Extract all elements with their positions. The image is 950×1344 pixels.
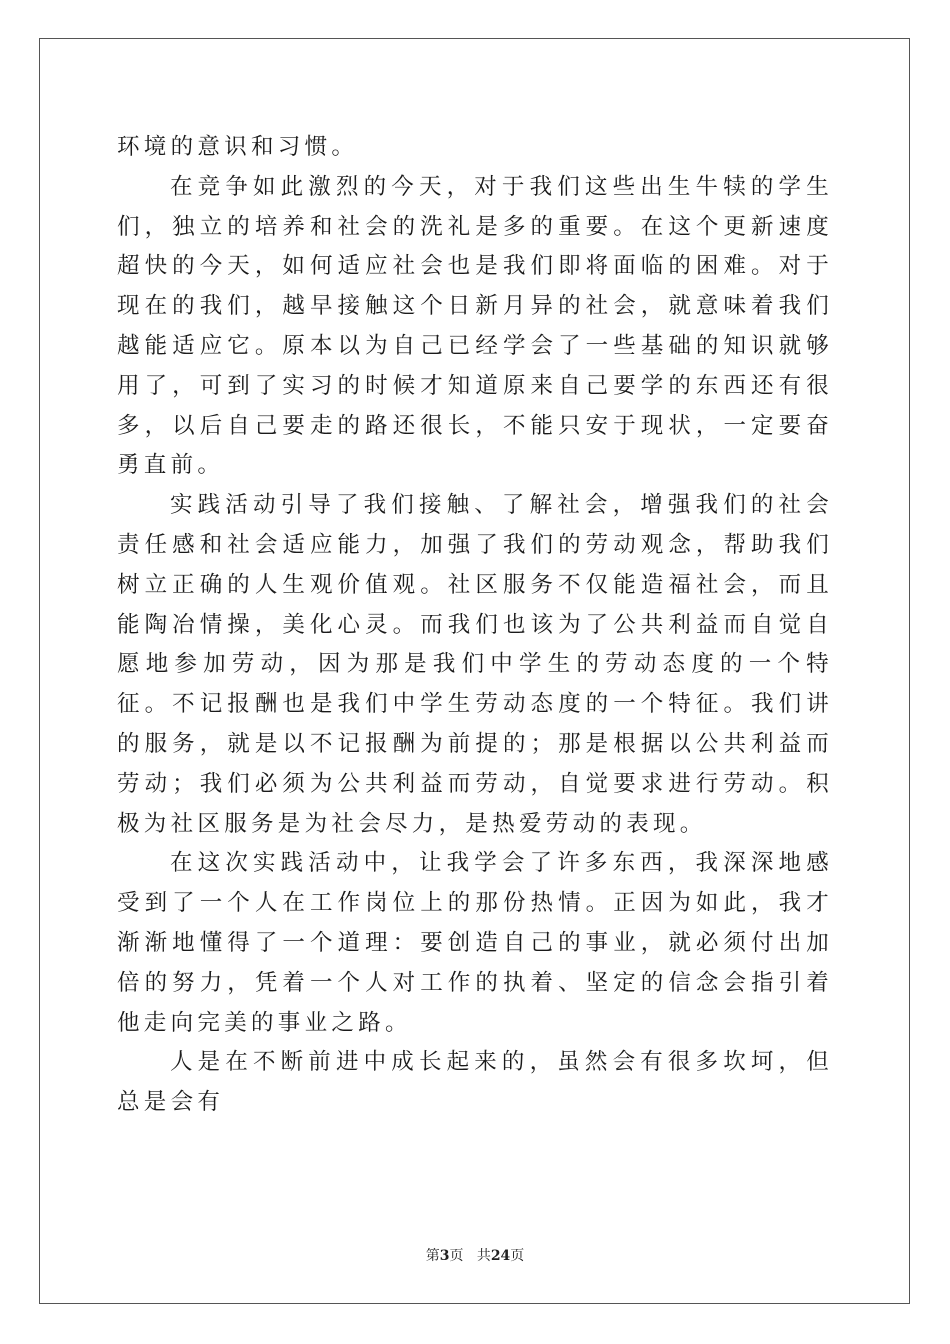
- paragraph-3: 实践活动引导了我们接触、了解社会，增强我们的社会责任感和社会适应能力，加强了我们的劳动观念，帮助我们树立正确的人生观价值观。社区服务不仅能造福社会，而且能陶冶情操，美化心灵。而我们也该为了公共利益而自觉自愿地参加劳动，因为那是我们中学生的劳动态度的一个特征。不记报酬也是我们中学生劳动态度的一个特征。我们讲的服务，就是以不记报酬为前提的；那是根据以公共利益而劳动；我们必须为公共利益而劳动，自觉要求进行劳动。积极为社区服务是为社会尽力，是热爱劳动的表现。: [117, 492, 833, 837]
- page-number: 3: [439, 1248, 450, 1264]
- total-suffix: 页: [510, 1248, 525, 1264]
- total-pages: 24: [490, 1248, 511, 1264]
- paragraph-1: 环境的意识和习惯。: [117, 134, 359, 160]
- page-prefix: 第: [425, 1248, 440, 1264]
- paragraph-5: 人是在不断前进中成长起来的，虽然会有很多坎坷，但总是会有: [117, 1049, 833, 1116]
- total-prefix: 共: [476, 1248, 491, 1264]
- document-body: [117, 128, 833, 1123]
- paragraph-2: 在竞争如此激烈的今天，对于我们这些出生牛犊的学生们，独立的培养和社会的洗礼是多的重要。在这个更新速度超快的今天，如何适应社会也是我们即将面临的困难。对于现在的我们，越早接触这个日新月异的社会，就意味着我们越能适应它。原本以为自己已经学会了一些基础的知识就够用了，可到了实习的时候才知道原来自己要学的东西还有很多，以后自己要走的路还很长，不能只安于现状，一定要奋勇直前。: [117, 173, 833, 479]
- footer-gap: [463, 1248, 476, 1264]
- page-suffix: 页: [449, 1248, 464, 1264]
- paragraph-4: 在这次实践活动中，让我学会了许多东西，我深深地感受到了一个人在工作岗位上的那份热情。正因为如此，我才渐渐地懂得了一个道理：要创造自己的事业，就必须付出加倍的努力，凭着一个人对工作的执着、坚定的信念会指引着他走向完美的事业之路。: [117, 850, 833, 1036]
- page-footer: [0, 1247, 950, 1265]
